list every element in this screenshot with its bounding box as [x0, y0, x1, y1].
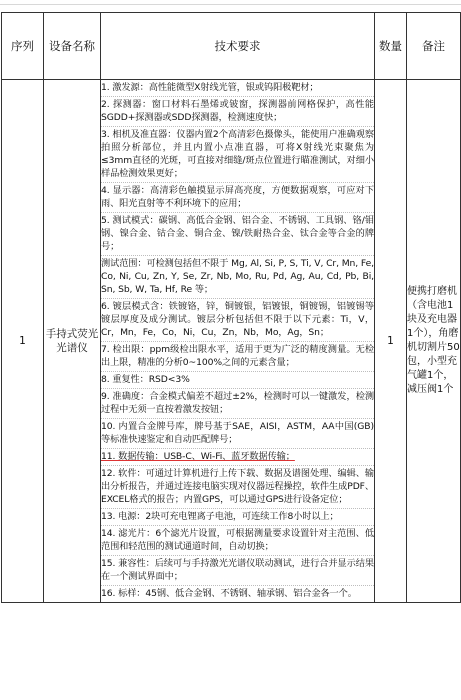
header-seq: 序列	[2, 13, 44, 80]
req-item: 11. 数据传输：USB-C、Wi-Fi、蓝牙数据传输；	[101, 449, 374, 466]
row-note: 便携打磨机（含电池1块及充电器1个），角磨机切割片50包，小型充气罐1个，减压阀1个	[407, 80, 461, 603]
req-item: 2. 探测器：窗口材料石墨烯或铍窗，探测器前网格保护，高性能SGDD+探测器或SDD探测器，检测速度快；	[101, 97, 374, 127]
req-item: 7. 检出限：ppm级检出限水平，适用于更为广泛的精度测量。无检出上限，精准的分析0~100%之间的元素含量；	[101, 342, 374, 372]
row-quantity: 1	[375, 80, 407, 603]
req-item: 10. 内置合金牌号库，牌号基于SAE，AISI，ASTM，AA中国(GB)等标准快速鉴定和自动匹配牌号；	[101, 419, 374, 449]
row-requirements	[101, 80, 375, 603]
header-tech: 技术要求	[101, 13, 375, 80]
table-row	[2, 80, 461, 603]
header-name: 设备名称	[44, 13, 101, 80]
req-item: 12. 软件：可通过计算机进行上传下载、数据及谱图处理、编辑、输出分析报告，并通过连接电脑实现对仪器远程操控，软件生成PDF、EXCEL格式的报告；内置GPS，可以通过GPS进行设备定位；	[101, 466, 374, 509]
req-item: 13. 电源：2块可充电锂离子电池，可连续工作8小时以上；	[101, 509, 374, 526]
req-item: 16. 标样：45钢、低合金钢、不锈钢、轴承钢、铝合金各一个。	[101, 588, 357, 599]
cropped-previous-row	[0, 0, 461, 5]
row-seq: 1	[2, 80, 44, 603]
header-qty: 数量	[375, 13, 407, 80]
spec-table	[1, 12, 461, 603]
req-item: 3. 相机及准直器：仪器内置2个高清彩色摄像头，能使用户准确观察拍照分析部位，并且内置小点准直器，可将X射线光束聚焦为≤3mm直径的光斑，可直接对细缝/斑点位置进行瞄准测试，对细小样品检测效果更好；	[101, 127, 374, 183]
req-item: 5. 测试模式：碳钢、高低合金钢、铝合金、不锈钢、工具钢、铬/钼钢、镍合金、钴合金、铜合金、镍/铁耐热合金、钛合金等合金的牌号；	[101, 213, 374, 256]
req-item: 6. 镀层模式含：铁镀铬，锌，铜镀银，铝镀银，铜镀锡，铝镀锡等镀层厚度及成分测试。镀层分析包括但不限于以下元素：Ti，V，Cr，Mn，Fe，Co，Ni，Cu，Zn，Nb，Mo，Ag，Sn；	[101, 299, 374, 342]
header-row	[2, 13, 461, 80]
header-note: 备注	[407, 13, 461, 80]
req-item: 9. 准确度：合金模式偏差不超过±2%，检测时可以一键激发，检测过程中无须一直按着激发按钮；	[101, 389, 374, 419]
req-item: 14. 滤光片：6个滤光片设置，可根据测量要求设置针对主范围、低范围和轻范围的测试通道时间，自动切换；	[101, 526, 374, 556]
req-item: 4. 显示器：高清彩色触摸显示屏高亮度，方便数据观察，可应对下雨、阳光直射等不利环境下的应用；	[101, 183, 374, 213]
req-item: 1. 激发源：高性能微型X射线光管，银或钨阳极靶材；	[101, 80, 374, 97]
req-item: 15. 兼容性：后续可与手持激光光谱仪联动测试，进行合并显示结果在一个测试界面中；	[101, 556, 374, 586]
row-device-name: 手持式荧光光谱仪	[44, 80, 101, 603]
req-item: 8. 重复性：RSD<3%	[101, 372, 374, 389]
req-item: 测试范围：可检测包括但不限于 Mg, Al, Si, P, S, Ti, V, Cr, Mn, Fe, Co, Ni, Cu, Zn, Y, Se, Zr, Nb, Mo, Ru, Pd, Ag, Au, Cd, Pb, Bi, Sn, Sb, W, Ta, Hf, Re 等；	[101, 256, 374, 299]
